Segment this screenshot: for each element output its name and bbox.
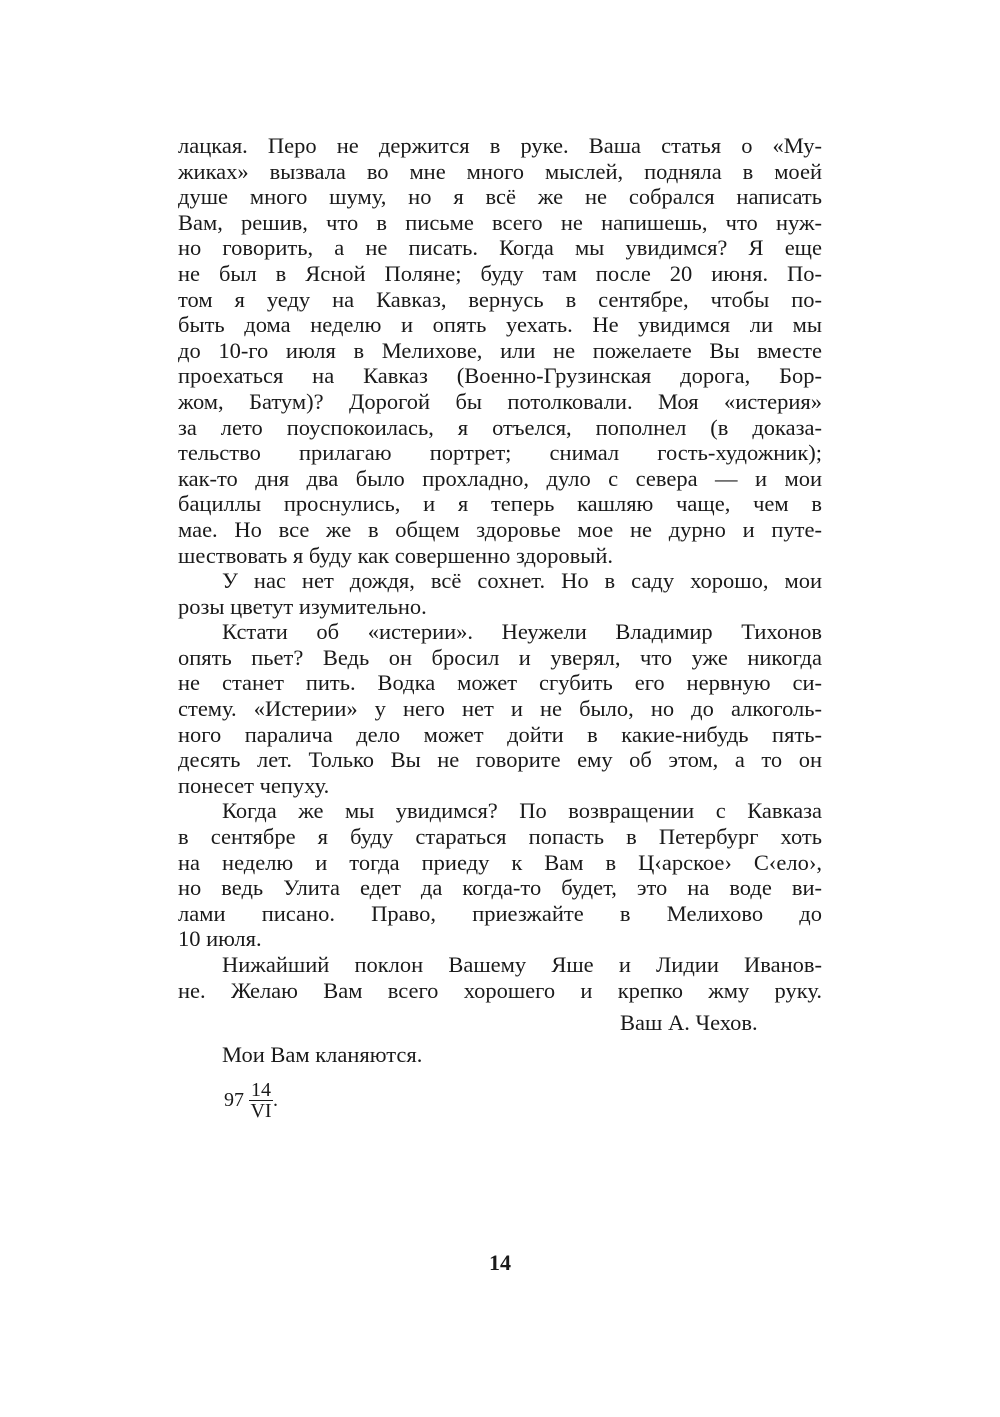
text-line: до 10-го июля в Мелихове, или не пожелаете Вы вместе	[178, 337, 822, 363]
text-line: в сентябре я буду стараться попасть в Петербург хоть	[178, 824, 822, 850]
text-line: жом, Батум)? Дорогой бы потолковали. Моя «истерия»	[178, 388, 822, 414]
text-line: но говорить, а не писать. Когда мы увидимся? Я еще	[178, 235, 822, 261]
text-line: как-то дня два было прохладно, дуло с севера — и мои	[178, 465, 822, 491]
letter-date	[224, 1080, 278, 1121]
text-line: тельство прилагаю портрет; снимал гость-художник);	[178, 440, 822, 466]
text-line: быть дома неделю и опять уехать. Не увидимся ли мы	[178, 312, 822, 338]
date-fraction	[249, 1080, 273, 1121]
text-line: за лето поуспокоилась, я отъелся, пополнел (в доказа-	[178, 414, 822, 440]
text-line: бациллы проснулись, и я теперь кашляю чаще, чем в	[178, 491, 822, 517]
signature: Ваш А. Чехов.	[620, 1010, 758, 1035]
text-line: Вам, решив, что в письме всего не напишешь, что нуж-	[178, 209, 822, 235]
text-line: душе много шуму, но я всё же не собрался написать	[178, 184, 822, 210]
text-line: мае. Но все же в общем здоровье мое не дурно и путе-	[178, 516, 822, 542]
date-month: VI	[250, 1100, 272, 1122]
text-line: десять лет. Только Вы не говорите ему об этом, а то он	[178, 747, 822, 773]
text-line: не станет пить. Водка может сгубить его нервную си-	[178, 670, 822, 696]
postscript: Мои Вам кланяются.	[222, 1042, 423, 1067]
text-line: Когда же мы увидимся? По возвращении с Кавказа	[222, 798, 822, 824]
letter-body	[178, 133, 822, 1003]
text-line: на неделю и тогда приеду к Вам в Ц‹арское› С‹ело›,	[178, 849, 822, 875]
text-line: Кстати об «истерии». Неужели Владимир Тихонов	[222, 619, 822, 645]
text-line: стему. «Истерии» у него нет и не было, но до алкоголь-	[178, 696, 822, 722]
date-year: 97	[224, 1089, 244, 1111]
page-number: 14	[489, 1250, 511, 1275]
text-line: жиках» вызвала во мне много мыслей, подняла в моей	[178, 158, 822, 184]
text-line: понесет чепуху.	[178, 772, 330, 798]
text-line: не. Желаю Вам всего хорошего и крепко жму руку.	[178, 977, 822, 1003]
text-line: том я уеду на Кавказ, вернусь в сентябре, чтобы по-	[178, 286, 822, 312]
text-line: 10 июля.	[178, 926, 262, 952]
text-line: опять пьет? Ведь он бросил и уверял, что уже никогда	[178, 644, 822, 670]
text-line: У нас нет дождя, всё сохнет. Но в саду хорошо, мои	[222, 568, 822, 594]
text-line: проехаться на Кавказ (Военно-Грузинская дорога, Бор-	[178, 363, 822, 389]
date-period: .	[273, 1089, 278, 1111]
text-line: розы цветут изумительно.	[178, 593, 427, 619]
text-line: Нижайший поклон Вашему Яше и Лидии Иванов-	[222, 952, 822, 977]
text-line: шествовать я буду как совершенно здоровый.	[178, 542, 614, 568]
text-line: лами писано. Право, приезжайте в Мелихово до	[178, 900, 822, 926]
text-line: лацкая. Перо не держится в руке. Ваша статья о «Му-	[178, 133, 822, 158]
text-line: не был в Ясной Поляне; буду там после 20 июня. По-	[178, 260, 822, 286]
date-day: 14	[251, 1079, 271, 1101]
text-line: ного паралича дело может дойти в какие-нибудь пять-	[178, 721, 822, 747]
text-line: но ведь Улита едет да когда-то будет, это на воде ви-	[178, 875, 822, 901]
